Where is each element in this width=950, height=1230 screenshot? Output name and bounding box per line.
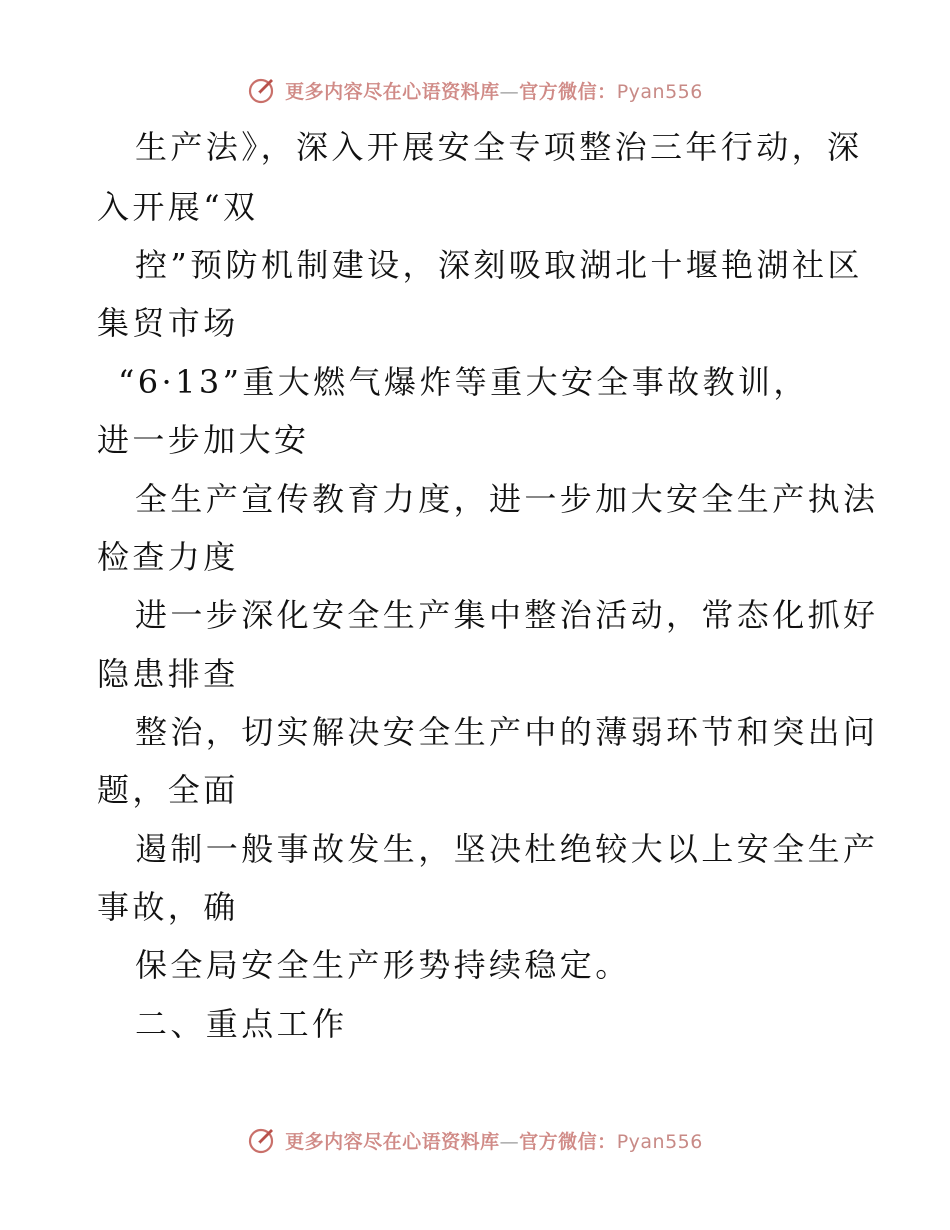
watermark-text: 更多内容尽在心语资料库—官方微信：Pyan556 <box>285 1130 703 1153</box>
paragraph-line: 遏制一般事故发生，坚决杜绝较大以上安全生产 <box>135 830 879 868</box>
watermark-text: 更多内容尽在心语资料库—官方微信：Pyan556 <box>285 80 703 103</box>
paragraph-line: 入开展“双 <box>97 188 259 226</box>
paragraph-line: 全生产宣传教育力度，进一步加大安全生产执法 <box>135 480 879 518</box>
section-heading: 二、重点工作 <box>135 1005 348 1043</box>
footer-watermark <box>0 1120 950 1160</box>
paragraph-line: 隐患排查 <box>97 655 239 693</box>
paragraph-line: “6·13”重大燃气爆炸等重大安全事故教训， <box>118 363 809 401</box>
watermark-contact-id: Pyan556 <box>616 1130 703 1153</box>
paragraph-line: 题，全面 <box>97 771 239 809</box>
paragraph-line: 控”预防机制建设，深刻吸取湖北十堰艳湖社区 <box>135 246 863 284</box>
paragraph-line: 进一步加大安 <box>97 421 310 459</box>
paragraph-line: 集贸市场 <box>97 304 239 342</box>
paragraph-line: 整治，切实解决安全生产中的薄弱环节和突出问 <box>135 713 879 751</box>
paragraph-line: 检查力度 <box>97 538 239 576</box>
pen-circle-logo <box>247 1124 279 1156</box>
paragraph-line: 事故，确 <box>97 888 239 926</box>
paragraph-line: 保全局安全生产形势持续稳定。 <box>135 946 631 984</box>
paragraph-line: 生产法》，深入开展安全专项整治三年行动，深 <box>135 128 863 166</box>
paragraph-line: 进一步深化安全生产集中整治活动，常态化抓好 <box>135 596 879 634</box>
watermark-contact-id: Pyan556 <box>616 80 703 103</box>
